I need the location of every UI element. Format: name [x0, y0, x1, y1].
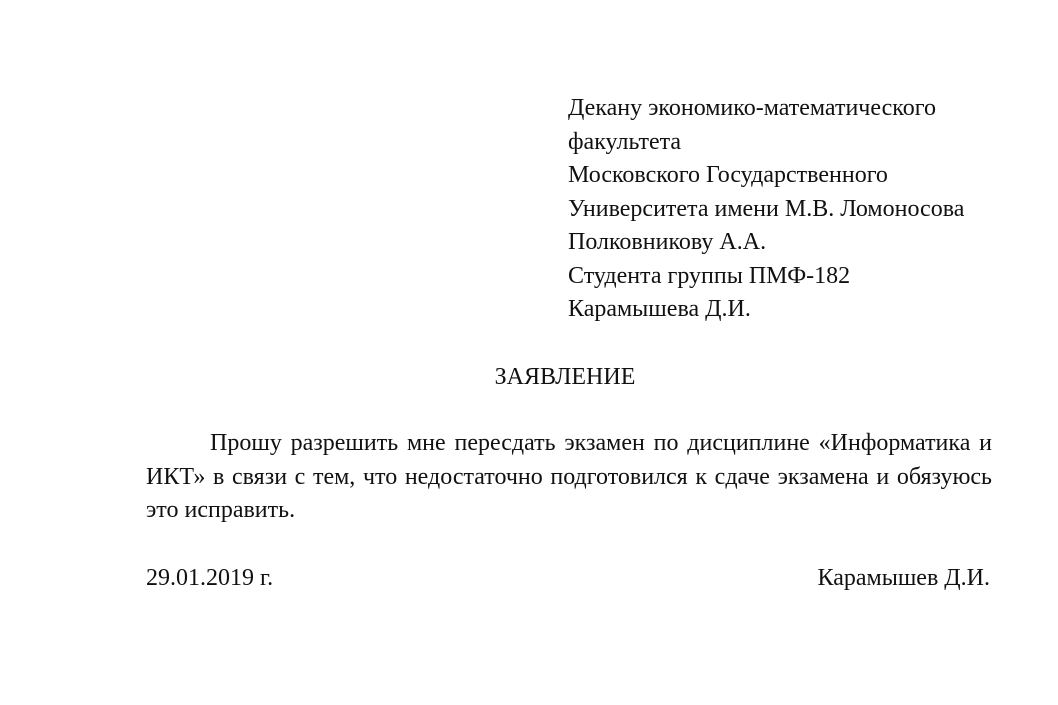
addressee-line-student-name: Карамышева Д.И.: [568, 296, 751, 322]
addressee-line-student-group: Студента группы ПМФ-182: [568, 262, 851, 289]
addressee-block: [568, 92, 1028, 327]
addressee-line-faculty: факультета: [568, 128, 682, 155]
document-footer: [146, 563, 990, 593]
addressee-line-dean-name: Полковникову А.А.: [568, 229, 767, 255]
addressee-line-dean: Декану экономико-математического: [568, 95, 936, 121]
document-date: 29.01.2019 г.: [146, 565, 274, 591]
addressee-line-university-2: Университета имени М.В. Ломоносова: [568, 195, 965, 222]
document-signature: Карамышев Д.И.: [817, 565, 990, 591]
document-title: ЗАЯВЛЕНИЕ: [494, 364, 636, 390]
addressee-line-university-1: Московского Государственного: [568, 162, 888, 188]
document-body: Прошу разрешить мне пересдать экзамен по дисциплине «Информатика и ИКТ» в связи с тем, что недостаточно подготовился к сдаче экзамена и обязуюсь это исправить.: [146, 430, 992, 523]
